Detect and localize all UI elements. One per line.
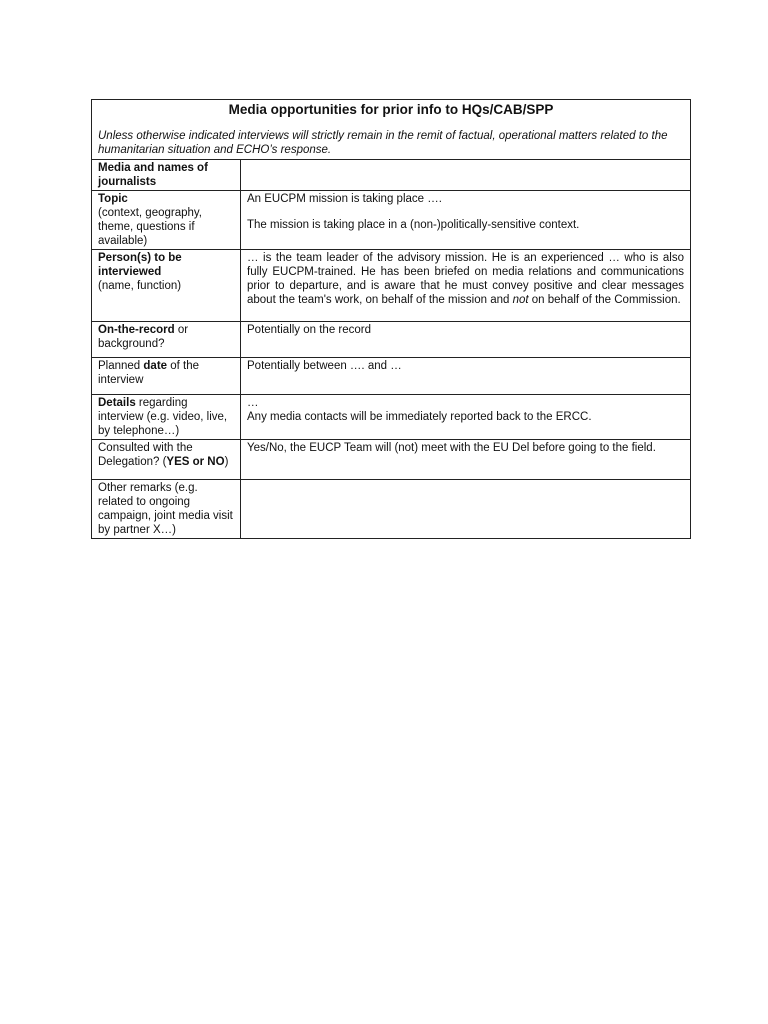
- label-topic: [92, 191, 241, 250]
- value-date: Potentially between …. and …: [241, 358, 691, 395]
- media-opportunities-form: [91, 99, 691, 539]
- label-persons: [92, 250, 241, 322]
- value-persons: [241, 250, 691, 322]
- label-details-bold: Details: [98, 397, 136, 409]
- details-line-1: …: [247, 397, 259, 409]
- label-record-bold: On-the-record: [98, 324, 175, 336]
- row-other: [92, 480, 691, 539]
- label-details: [92, 395, 241, 440]
- label-date-post: of the interview: [98, 360, 200, 386]
- label-topic-bold: Topic: [98, 193, 128, 205]
- value-details: [241, 395, 691, 440]
- label-consulted: [92, 440, 241, 480]
- row-persons: [92, 250, 691, 322]
- form-title: Media opportunities for prior info to HQs/CAB/SPP: [228, 102, 554, 117]
- label-consulted-bold: YES or NO: [166, 456, 225, 468]
- details-line-2: Any media contacts will be immediately reported back to the ERCC.: [247, 411, 592, 423]
- label-persons-rest: (name, function): [98, 280, 182, 292]
- persons-text-italic: not: [512, 294, 529, 306]
- label-other: Other remarks (e.g. related to ongoing campaign, joint media visit by partner X…): [92, 480, 241, 539]
- row-date: [92, 358, 691, 395]
- label-media: [92, 160, 241, 191]
- value-media: [241, 160, 691, 191]
- label-date-bold: date: [143, 360, 168, 372]
- label-record: [92, 322, 241, 358]
- label-details-rest: regarding interview (e.g. video, live, by telephone…): [98, 397, 228, 437]
- header-row: [92, 100, 691, 160]
- value-record: Potentially on the record: [241, 322, 691, 358]
- persons-text-2: on behalf of the Commission.: [528, 294, 681, 306]
- header-cell: [92, 100, 691, 160]
- topic-line-1: An EUCPM mission is taking place ….: [247, 193, 442, 205]
- label-media-text: Media and names of journalists: [98, 162, 208, 188]
- topic-line-2: The mission is taking place in a (non-)politically-sensitive context.: [247, 219, 580, 231]
- value-other: [241, 480, 691, 539]
- label-date-pre: Planned: [98, 360, 144, 372]
- label-record-rest: or background?: [98, 324, 189, 350]
- label-topic-rest: (context, geography, theme, questions if available): [98, 207, 202, 247]
- row-details: [92, 395, 691, 440]
- label-date: [92, 358, 241, 395]
- form-intro: Unless otherwise indicated interviews will strictly remain in the remit of factual, operational matters related to the humanitarian situation and ECHO’s response.: [98, 130, 668, 156]
- row-record: [92, 322, 691, 358]
- label-consulted-pre: Consulted with the Delegation? (: [98, 442, 193, 468]
- label-consulted-post: ): [224, 456, 229, 468]
- value-consulted: Yes/No, the EUCP Team will (not) meet with the EU Del before going to the field.: [241, 440, 691, 480]
- row-topic: [92, 191, 691, 250]
- row-media: [92, 160, 691, 191]
- persons-text-1: … is the team leader of the advisory mission. He is an experienced … who is also fully EUCPM-trained. He has been briefed on media relations and communications prior to departure, and is aware that he must convey positive and clear messages about the team's work, on behalf of the mission and: [247, 252, 684, 306]
- label-persons-bold: Person(s) to be interviewed: [98, 252, 182, 278]
- value-topic: [241, 191, 691, 250]
- row-consulted: [92, 440, 691, 480]
